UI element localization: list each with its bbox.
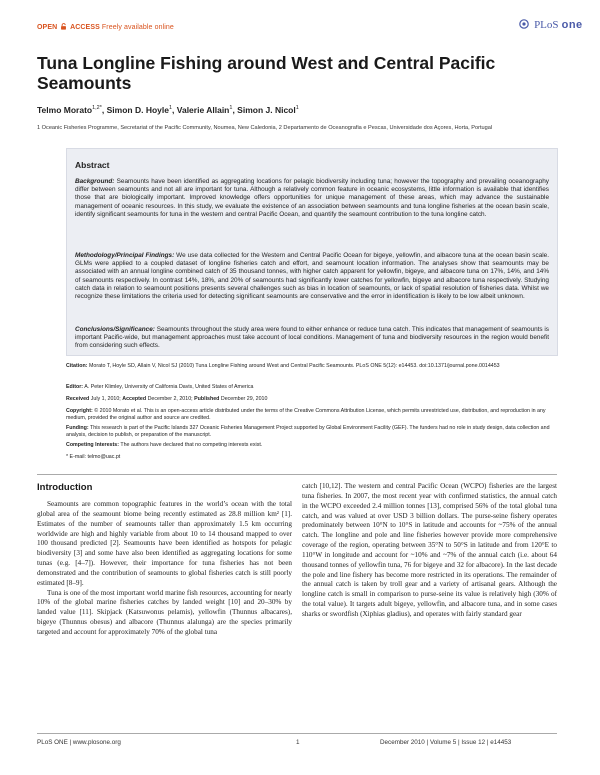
author-name: Simon J. Nicol xyxy=(237,105,296,115)
author-affiliation-marker: 1,2* xyxy=(92,105,102,112)
author-affiliation-marker: 1 xyxy=(168,105,173,112)
introduction-heading: Introduction xyxy=(37,482,93,493)
affiliations: 1 Oceanic Fisheries Programme, Secretariat of the Pacific Community, Noumea, New Caledonia, 2 Departamento de Oceanografia e Pescas, Universidade dos Açores, Horta, Portugal xyxy=(37,125,493,131)
background-text: Seamounts have been identified as aggregating locations for pelagic biodiversity including tuna; however the topography and prevailing oceanography differ between seamounts and not all are important for tuna. Although a relatively common feature in oceanic ecosystems, little information is available that identifies those that are biologically important. Improved knowledge offers opportunities for unique management of these areas, which may advance the sustainable management of oceanic resources. In this study, we evaluate the existence of an association between seamounts and tuna longline fisheries at the ocean basin scale, identify significant seamounts for tuna in the western and central Pacific Ocean, and quantify the seamount contribution to the tuna longline catch. xyxy=(75,178,549,218)
editor xyxy=(66,384,558,391)
footer-issue: December 2010 | Volume 5 | Issue 12 | e14453 xyxy=(380,739,512,746)
author-name: Telmo Morato xyxy=(37,105,93,115)
open-access-word: OPEN xyxy=(37,24,58,31)
methods-label: Methodology/Principal Findings: xyxy=(75,252,175,259)
open-lock-icon xyxy=(60,23,67,30)
intro-paragraph-1: Seamounts are common topographic features in the world’s ocean with the total global area of the seamount biome being recently estimated as 28.8 million km² [1]. Estimates of the number of seamounts taller than approximately 1.5 km occurring worldwide are high and highly variable from about 10 to 14 thousand mapped to over 100 thousand predicted [2]. Seamounts have been identified as hotspots for pelagic biodiversity [3] and some have also been identified as aggregating locations for some tunas (e.g. [4–7]). However, their importance for tuna fisheries has not been demonstrated and the contribution of seamounts to global fisheries catch is still poorly estimated [8–9]. xyxy=(37,500,292,587)
freely-available-text: Freely available online xyxy=(101,24,174,31)
access-word: ACCESS xyxy=(70,24,100,31)
abstract-background xyxy=(75,178,549,219)
published-label: Published xyxy=(194,396,220,402)
accepted-label: Accepted xyxy=(122,396,147,402)
background-label: Background: xyxy=(75,178,115,185)
abstract-conclusions xyxy=(75,326,549,351)
received-label: Received xyxy=(66,396,90,402)
body-column-right xyxy=(302,482,557,620)
author-affiliation-marker: 1 xyxy=(229,105,233,112)
funding-label: Funding: xyxy=(66,425,89,431)
competing-interests xyxy=(66,442,558,449)
copyright-label: Copyright: xyxy=(66,408,93,414)
author-name: Simon D. Hoyle xyxy=(106,105,169,115)
journal-logo xyxy=(519,19,583,31)
journal-name-one: one xyxy=(561,19,583,31)
citation-label: Citation: xyxy=(66,363,88,369)
journal-name-plos: PLoS xyxy=(534,19,559,31)
funding-text: This research is part of the Pacific Islands 327 Oceanic Fisheries Management Project supported by Global Environment Facility (GEF). The funders had no role in study design, data collection and analysis, decision to publish, or preparation of the manuscript. xyxy=(66,425,550,439)
author-name: Valerie Allain xyxy=(176,105,230,115)
copyright xyxy=(66,408,558,422)
conclusions-label: Conclusions/Significance: xyxy=(75,326,155,333)
author-list: Telmo Morato$^{1,2*}$, Simon D. Hoyle$^1$, Valerie Allain$^1$, Simon J. Nicol$^1$ xyxy=(37,105,299,115)
conclusions-text: Seamounts throughout the study area were found to either enhance or reduce tuna catch. This indicates that management of seamounts is important Pacific-wide, but management approaches must take account of local conditions. Management of tuna and biodiversity resources in the region would benefit from considering such effects. xyxy=(75,326,549,350)
editor-text: A. Peter Klimley, University of California Davis, United States of America xyxy=(83,384,254,390)
abstract-methods xyxy=(75,252,549,301)
author-affiliation-marker: 1 xyxy=(295,105,299,112)
abstract-heading: Abstract xyxy=(75,160,110,170)
footer-journal: PLoS ONE | www.plosone.org xyxy=(37,739,121,746)
article-title: Tuna Longline Fishing around West and Central Pacific Seamounts xyxy=(37,53,496,93)
footer-divider xyxy=(37,733,557,734)
accepted-date: December 2, 2010; xyxy=(146,396,195,402)
dates xyxy=(66,396,558,403)
divider xyxy=(37,474,557,475)
open-access-label xyxy=(37,23,174,31)
competing-text: The authors have declared that no competing interests exist. xyxy=(118,442,263,448)
plos-logo-icon xyxy=(519,19,529,29)
methods-text: We use data collected for the Western and Central Pacific Ocean for bigeye, yellowfin, and albacore tuna at the ocean basin scale. GLMs were applied to a coupled dataset of longline fisheries catch and effort, and seamount location information. The analyses show that seamounts may be associated with an annual longline combined catch of 35 thousand tonnes, with higher catch apparent for yellowfin, bigeye, and albacore tuna on 17%, 14%, and 14% of seamounts respectively. In contrast 14%, 18%, and 20% of seamounts had significantly lower catches for yellowfin, bigeye and albacore tuna respectively. Studying catch data in relation to seamount positions presents several challenges such as bias in location of seamounts, or lack of spatial resolution of fisheries data. Whilst we recognize these limitations the criteria used for detecting significant seamounts are conservative and the error in identification is likely to be low albeit unknown. xyxy=(75,252,549,301)
received-date: July 1, 2010; xyxy=(89,396,123,402)
page-number: 1 xyxy=(296,739,300,746)
intro-paragraph-3: catch [10,12]. The western and central Pacific Ocean (WCPO) fisheries are the largest tuna fisheries. In 2007, the most recent year with confirmed statistics, the annual catch in the WCPO exceeded 2.4 million tonnes [13], comprised 56% of the total global tuna catch, and was valued at over USD 3 billion dollars. The purse-seine fishery operates predominately between 10°N to 10°S in latitude and accounts for ~75% of the annual catch. The longline and pole and line fisheries however provide more comprehensive coverage of the region, operating between 35°N to 50°S in latitude and from 120°E to 110°W in longitude and account for ~10% and ~7% of the annual catch (i.e. about 64 thousand tonnes of yellowfin tuna, 76 for bigeye and 32 for albacore). In the last decade the pole and line fishery has become more restricted in its operations. The remainder of the annual catch is taken by troll gear and a variety of artisanal gears. Although the longline catch is small in comparison to purse-seine its value is relatively high (30% of the total value). It targets adult bigeye, yellowfin, and albacore tuna, and in some cases sharks or swordfish (Xiphias gladius), and operates with fairly standard gear xyxy=(302,482,557,618)
citation xyxy=(66,363,558,370)
copyright-text: © 2010 Morato et al. This is an open-access article distributed under the terms of the Creative Commons Attribution License, which permits unrestricted use, distribution, and reproduction in any medium, provided the original author and source are credited. xyxy=(66,408,546,422)
funding xyxy=(66,425,558,439)
published-date: December 29, 2010 xyxy=(219,396,268,402)
editor-label: Editor: xyxy=(66,384,84,390)
intro-paragraph-2: Tuna is one of the most important world marine fish resources, accounting for nearly 10% of the global marine fisheries catches by landed weight [10] and 20–30% by landed value [11]. Skipjack (Katsuwonus pelamis), yellowfin (Thunnus albacares), bigeye (Thunnus obesus) and albacore (Thunnus alalunga) are the species primarily targeted and account for approximately 70% of the global tuna xyxy=(37,588,292,636)
body-column-left xyxy=(37,500,292,638)
citation-text: Morato T, Hoyle SD, Allain V, Nicol SJ (2010) Tuna Longline Fishing around West and Central Pacific Seamounts. PLoS ONE 5(12): e14453. doi:10.1371/journal.pone.0014453 xyxy=(87,363,500,369)
competing-label: Competing Interests: xyxy=(66,442,119,448)
email: * E-mail: telmo@uac.pt xyxy=(66,454,121,460)
